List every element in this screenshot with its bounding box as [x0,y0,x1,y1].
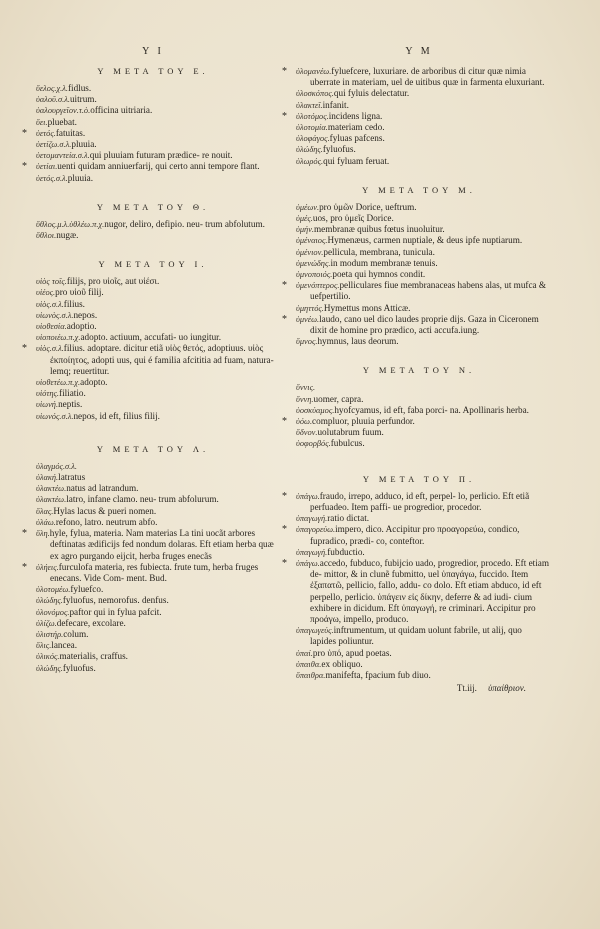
latin-gloss: nepos. [73,309,98,320]
dictionary-entry [288,625,550,647]
latin-gloss: colum. [63,628,89,639]
latin-gloss: hyofcyamus, id eft, faba porci- na. Apollinaris herba. [334,404,529,415]
dictionary-entry [28,139,278,150]
dictionary-entry [288,144,550,155]
latin-gloss: fraudo, irrepo, adduco, id eft, perpel- lo, perlicio. Eft etiã perfuadeo. Item paffi- ue progredior, procedor. [310,490,530,512]
section-heading: Y META TOY N. [362,365,476,376]
dictionary-entry [28,607,278,618]
running-head-right: Y M [405,46,433,57]
latin-gloss: defecare, excolare. [56,617,126,628]
greek-headword: ὑετός.σ.λ. [36,173,68,183]
asterisk-marker: * [282,524,287,536]
dictionary-entry [288,670,550,681]
greek-headword: υἱότης. [36,389,60,399]
greek-headword: ὑλοφάγος. [296,134,330,144]
latin-gloss: neptis. [58,399,83,410]
latin-gloss: nepos, id eft, filius filij. [73,410,160,421]
greek-headword: ὑπαί. [296,648,313,658]
dictionary-entry [28,399,278,410]
latin-gloss: hymnus, laus deorum. [317,336,399,347]
dictionary-entry [288,394,550,405]
greek-headword: ὑλοτομέω. [36,585,71,595]
latin-gloss: fatuitas. [55,127,86,138]
latin-gloss: adopto. [80,377,108,388]
greek-headword: ὕλη. [36,529,50,539]
dictionary-entry [288,213,550,224]
dictionary-entry [28,411,278,422]
greek-headword: ὑλώδης. [36,663,63,673]
latin-gloss: pro ὑμῶν Dorice, ueftrum. [319,201,417,212]
greek-headword: ὑπαγωγή. [296,514,328,524]
dictionary-entry [288,202,550,213]
dictionary-entry [28,287,278,298]
latin-gloss: fubulcus. [330,438,365,449]
dictionary-entry [28,640,278,651]
section-heading: Y META TOY E. [97,66,209,76]
dictionary-entry [282,490,550,513]
latin-gloss: pluuia. [71,139,97,150]
greek-headword: ὑλονόμος. [36,607,70,617]
section-heading: Y META TOY Θ. [96,201,210,212]
latin-gloss: impero, dico. Accipitur pro προαγορεύω, condico, fupradico, prædi- co, conteftor. [310,524,520,546]
latin-gloss: fyluofus. [322,144,356,155]
dictionary-entry [28,105,278,116]
latin-gloss: ratio dictat. [327,513,370,524]
latin-gloss: fyluofus, nemorofus. denfus. [62,595,169,606]
greek-headword: ὑλήεις. [36,562,59,572]
latin-gloss: uos, pro ὑμεῖς Dorice. [312,213,394,224]
dictionary-entry [282,416,550,428]
section-heading: Y META TOY I. [98,259,208,270]
dictionary-entry [282,524,550,546]
greek-headword: ὑλομανέω. [296,67,332,76]
latin-gloss: filius. [63,298,85,309]
greek-headword: υἱὸς.σ.λ. [36,299,64,309]
dictionary-entry [28,618,278,629]
latin-gloss: uenti quidam anniuerfarij, qui certo anni tempore flant. [57,161,260,172]
dictionary-entry [288,88,550,99]
latin-gloss: Hylas lacus & pueri nomen. [53,505,157,516]
latin-gloss: filijs, pro υἱοῖς, aut υἱέσι. [66,276,160,287]
dictionary-entry [288,156,550,167]
latin-gloss: officina uitriaria. [90,105,153,116]
dictionary-entry [28,230,278,241]
greek-headword: υἱωνὸς.σ.λ. [36,310,74,320]
dictionary-entry [288,438,550,449]
greek-headword: ὑλώδης. [296,145,323,155]
asterisk-marker: * [282,110,287,122]
dictionary-entry [282,110,550,122]
signature-mark: Tt.iij. [456,683,477,694]
latin-gloss: laudo, cano uel dico laudes proprie dijs. Gaza in Ciceronem dixit de homine pro prædico, acti accufa.iung. [310,313,539,336]
greek-headword: ὑμνοποιός. [296,270,333,280]
greek-headword: ὑπαγωγή. [296,547,328,557]
asterisk-marker: * [282,490,287,502]
greek-headword: ὑλοσκόπος. [296,89,334,99]
latin-gloss: fyluefcere, luxuriare. de arboribus di citur quæ nimia uberrate in materiam, uel de uitibus quæ in farmenta eluxuriant. [310,66,545,88]
latin-gloss: pellicula, membrana, tunicula. [323,246,435,257]
latin-gloss: hyle, fylua, materia. Nam materias La tini uocãt arbores deftinatas ædificijs fed nondum dolaras. Eft etiam herba quæ ex agro purgando eijcit, herba fruges enecãs [49,528,274,561]
latin-gloss: lancea. [51,640,78,651]
greek-headword: υἱοθετέω.π.χ. [36,378,81,388]
greek-headword: ὑμνέω. [296,314,320,324]
latin-gloss: membranæ quibus fœtus inuoluitur. [314,224,445,235]
greek-headword: υἱωνός.σ.λ. [36,411,74,421]
greek-headword: ὑπαιθα. [296,659,322,669]
dictionary-entry [28,595,278,606]
greek-headword: ὑλίζω. [36,618,57,628]
dictionary-entry [288,336,550,347]
dictionary-entry [28,94,278,105]
latin-gloss: fidlus. [67,83,92,93]
latin-gloss: refono, latro. neutrum abfo. [55,516,158,527]
latin-gloss: pelliculares fiue membranaceas habens alas, ut mufca & uefpertilio. [310,280,547,302]
latin-gloss: inftrumentum, ut quidam uolunt fabrile, ut alij, quo lapides poliuntur. [310,625,522,647]
dictionary-entry [22,343,278,377]
greek-headword: υἱὸς τοῖς. [36,277,67,287]
latin-gloss: adoptio. [66,321,97,332]
greek-headword: ὕδνον. [296,428,318,438]
greek-headword: ὑλακτέω. [36,484,67,494]
greek-headword: ὕελος.χ.λ. [36,84,68,93]
section-heading: Y META TOY Λ. [96,443,210,454]
dictionary-entry [288,100,550,111]
greek-headword: ὑετομαντεία.σ.λ. [36,151,90,161]
right-column [282,0,550,694]
greek-headword: ὑλοτομία. [296,123,328,133]
latin-gloss: accedo, fubduco, fubijcio uado, progredior, procedo. Eft etiam de- mittor, & in clunẽ fubmitto, uel ὑπαγάγω, fuccido. Item ἐξαπατῶ, pellicio, fallo, addu- co dolo. Eft etiam abduco, id eft perpello, perlicio. ὑπάγειν εἰς δίκην, deferre & ad iudi- cium exhibere in dicidum. Eft ὑπαγωγή, re criminari. Accipitur pro προάγω, impello, produco. [310,557,549,624]
latin-gloss: fyluofus. [62,662,96,673]
dictionary-entry [28,388,278,399]
dictionary-entry [28,651,278,662]
asterisk-marker: * [22,561,27,573]
dictionary-entry [28,332,278,343]
dictionary-entry [28,219,278,230]
greek-headword: ὑμενώδης. [296,258,331,268]
greek-headword: ὑετίαι. [36,162,58,172]
dictionary-entry [28,629,278,640]
dictionary-entry [288,405,550,416]
greek-headword: υἱὸς.σ.λ. [36,344,64,354]
greek-headword: ὑμέων. [296,202,320,212]
dictionary-entry [28,483,278,494]
latin-gloss: poeta qui hymnos condit. [332,269,426,280]
latin-gloss: natus ad latrandum. [66,483,139,494]
latin-gloss: incidens ligna. [328,110,383,121]
greek-headword: ὑλαγμός.σ.λ. [36,461,77,471]
latin-gloss: pro υἱοῦ filij. [55,287,104,298]
dictionary-entry [282,280,550,302]
asterisk-marker: * [282,416,287,428]
dictionary-entry [28,299,278,310]
dictionary-entry [288,547,550,558]
section-heading: Y META TOY Π. [362,473,476,484]
dictionary-entry [22,127,278,139]
latin-gloss: qui fyluis delectatur. [333,88,410,99]
dictionary-entry [288,269,550,280]
signature-line [288,683,550,693]
greek-headword: ὑμηττός. [296,303,324,313]
latin-gloss: infanit. [322,99,349,110]
left-sections [22,66,278,674]
latin-gloss: uolutabrum fuum. [317,427,384,438]
latin-gloss: latro, infane clamo. neu- trum abfolurum. [66,494,219,505]
greek-headword: ὕννις. [296,383,316,393]
greek-headword: ὑλακή. [36,473,59,483]
greek-headword: ὑμενόπτερος. [296,281,340,291]
asterisk-marker: * [282,557,287,569]
dictionary-entry [22,561,278,584]
latin-gloss: manifefta, fpacium fub diuo. [325,669,431,680]
latin-gloss: fyluas pafcens. [329,133,385,144]
dictionary-entry [288,258,550,269]
latin-gloss: latratus [58,472,86,483]
greek-headword: ὑμένιον. [296,247,324,257]
greek-headword: ὕει. [36,117,48,127]
dictionary-entry [28,472,278,483]
greek-headword: ὕθλος.μ.λ.ὑθλέω.π.χ. [36,219,105,229]
asterisk-marker: * [22,161,27,173]
greek-headword: ὑετίζω.σ.λ. [36,140,72,150]
greek-headword: υἱωνή. [36,400,59,410]
asterisk-marker: * [22,528,27,540]
greek-headword: ὑλιστήρ. [36,629,64,639]
asterisk-marker: * [22,127,27,139]
greek-headword: ὑλωρός. [296,156,324,166]
dictionary-entry [288,122,550,133]
greek-headword: ὕθλοι. [36,231,57,241]
dictionary-entry [28,310,278,321]
greek-headword: ὑλακτέω. [36,495,67,505]
dictionary-entry [288,303,550,314]
greek-headword: ὑοφορβός. [296,439,331,449]
dictionary-entry [28,173,278,184]
latin-gloss: qui pluuiam futuram prædice- re nouit. [89,150,233,161]
greek-headword: υἱοθεσία. [36,322,67,332]
dictionary-entry [28,494,278,505]
asterisk-marker: * [282,66,287,77]
latin-gloss: pluebat. [47,116,77,127]
greek-headword: ὕλας. [36,506,54,516]
dictionary-entry [288,382,550,393]
greek-headword: ὑλάω. [36,517,56,527]
latin-gloss: uitrum. [69,94,97,105]
asterisk-marker: * [282,313,287,325]
latin-gloss: nugor, deliro, defipio. neu- trum abfolutum. [104,218,265,229]
latin-gloss: compluor, pluuia perfundor. [312,416,415,427]
dictionary-entry [288,513,550,524]
dictionary-entry [28,150,278,161]
greek-headword: ὕμνος. [296,337,318,347]
latin-gloss: filius. adoptare. dicitur etiã υἱὸς θετός, adoptiuus. υἱὸς ἐκποίητος, adopti uus, qui é familia afcititia ad fuam, natura- lemq; reuertitur. [50,343,274,376]
dictionary-entry [28,506,278,517]
left-column [22,0,278,674]
latin-gloss: pro ὑπό, apud poetas. [312,647,392,658]
catchword: ὑπαίθριον. [488,683,526,694]
latin-gloss: fubductio. [327,546,365,557]
greek-headword: ὑλώδης. [36,596,63,606]
greek-headword: ὑλοτόμος. [296,111,329,121]
asterisk-marker: * [22,343,27,355]
greek-headword: ὑμέναιος. [296,236,328,246]
latin-gloss: nugæ. [56,230,79,241]
greek-headword: ὑμήν. [296,225,315,235]
greek-headword: υἱέος. [36,288,56,298]
latin-gloss: paftor qui in fylua pafcit. [69,606,162,617]
greek-headword: ὑλακτεῖ. [296,100,323,110]
dictionary-entry [282,557,550,625]
latin-gloss: pluuia. [67,172,94,183]
dictionary-entry [28,83,278,94]
dictionary-entry [22,161,278,173]
greek-headword: ὕλις. [36,641,52,651]
dictionary-entry [28,461,278,472]
dictionary-entry [288,648,550,659]
greek-headword: ὑόω. [296,417,313,427]
latin-gloss: materiam cedo. [327,122,385,133]
dictionary-entry [22,528,278,562]
latin-gloss: ex obliquo. [321,658,363,669]
section-heading: Y META TOY M. [362,184,476,195]
dictionary-entry [28,117,278,128]
latin-gloss: adopto. actiuum, accufati- uo iungitur. [80,332,222,343]
greek-headword: ὑλικός. [36,652,60,662]
dictionary-entry [282,66,550,88]
greek-headword: ὕπαιθρα. [296,670,326,680]
dictionary-entry [28,517,278,528]
dictionary-entry [28,663,278,674]
latin-gloss: Hymenæus, carmen nuptiale, & deus ipfe nuptiarum. [327,235,523,246]
dictionary-entry [282,313,550,336]
greek-headword: ὑπαγωγεύς. [296,626,334,636]
dictionary-entry [288,235,550,246]
dictionary-entry [28,321,278,332]
greek-headword: ὕννη. [296,394,314,404]
asterisk-marker: * [282,280,287,292]
greek-headword: ὑμές. [296,214,313,224]
greek-headword: ὑοσκύαμος. [296,405,335,415]
greek-headword: ὑαλοῦ.σ.λ. [36,95,70,105]
greek-headword: ὑετός. [36,128,56,138]
greek-headword: ὑπαγορεύω. [296,525,336,535]
dictionary-entry [28,276,278,287]
dictionary-entry [288,659,550,670]
greek-headword: ὑπάγω. [296,491,320,501]
latin-gloss: Hymettus mons Atticæ. [323,302,411,313]
dictionary-entry [28,584,278,595]
dictionary-entry [288,427,550,438]
dictionary-entry [288,133,550,144]
latin-gloss: furculofa materia, res fubiecta. frute tum, herba fruges enecans. Vide Com- ment. Bud. [50,561,259,583]
latin-gloss: uomer, capra. [313,393,364,404]
latin-gloss: filiatio. [59,388,86,399]
greek-headword: ὑπάγω. [296,558,320,568]
dictionary-entry [288,247,550,258]
greek-headword: υἱοποιέω.π.χ. [36,333,81,343]
right-sections [282,60,550,681]
greek-headword: ὑαλουργεῖον.τ.ὸ. [36,106,91,116]
latin-gloss: qui fyluam feruat. [323,155,390,166]
latin-gloss: in modum membranæ tenuis. [330,257,438,268]
dictionary-entry [28,377,278,388]
latin-gloss: fyluefco. [70,584,104,595]
running-head-left: Y I [142,46,164,57]
dictionary-entry [288,224,550,235]
latin-gloss: materialis, craffus. [59,651,128,662]
